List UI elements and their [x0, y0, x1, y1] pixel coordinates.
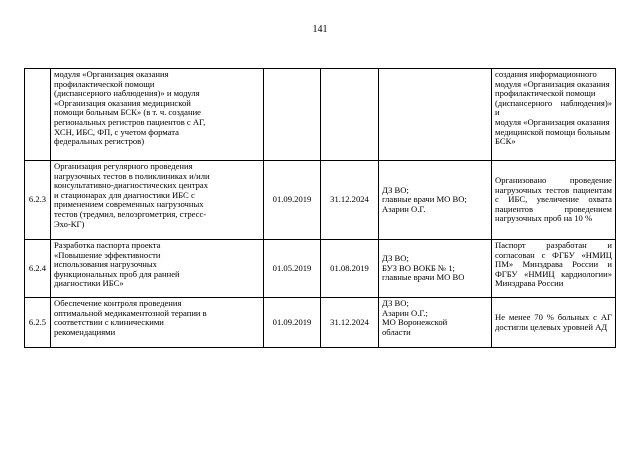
end-date-cell: 01.08.2019	[321, 240, 379, 298]
row-number	[25, 69, 51, 161]
table-row	[25, 298, 616, 348]
activity-cell: модуля «Организация оказания профилактической помощи (диспансерного наблюдения)» и модуля «Организация оказания медицинской помощи больным БСК» (в т. ч. создание региональных регистров пациентов с АГ, ХСН, ИБС, ФП, с учетом формата федеральных регистров)	[51, 69, 264, 161]
row-number: 6.2.4	[25, 240, 51, 298]
responsible-cell	[379, 69, 492, 161]
row-number: 6.2.5	[25, 298, 51, 348]
table-row	[25, 69, 616, 161]
start-date-cell	[264, 69, 321, 161]
result-cell: Паспорт разработан и согласован с ФГБУ «НМИЦ ПМ» Минздрава России и ФГБУ «НМИЦ кардиологии» Минздрава России	[492, 240, 616, 298]
start-date-cell: 01.09.2019	[264, 298, 321, 348]
activity-cell: Организация регулярного проведения нагрузочных тестов в поликлиниках и/или консультативно-диагностических центрах и стационарах для диагностики ИБС с применением современных нагрузочных тестов (тредмил, велоэргометрия, стресс- Эхо-КГ)	[51, 161, 264, 240]
result-cell: Не менее 70 % больных с АГ достигли целевых уровней АД	[492, 298, 616, 348]
start-date-cell: 01.09.2019	[264, 161, 321, 240]
activity-cell: Разработка паспорта проекта «Повышение эффективности использования нагрузочных функциональных проб для ранней диагностики ИБС»	[51, 240, 264, 298]
page-number: 141	[312, 24, 328, 35]
table-row	[25, 161, 616, 240]
end-date-cell: 31.12.2024	[321, 298, 379, 348]
table-row	[25, 240, 616, 298]
responsible-cell: ДЗ ВО; БУЗ ВО ВОКБ № 1; главные врачи МО ВО	[379, 240, 492, 298]
result-cell: Организовано проведение нагрузочных тестов пациентам с ИБС, увеличение охвата пациентов проведением нагрузочных проб на 10 %	[492, 161, 616, 240]
responsible-cell: ДЗ ВО; главные врачи МО ВО; Азарин О.Г.	[379, 161, 492, 240]
activity-cell: Обеспечение контроля проведения оптимальной медикаментозной терапии в соответствии с клиническими рекомендациями	[51, 298, 264, 348]
measures-table	[24, 68, 616, 348]
responsible-cell: ДЗ ВО; Азарин О.Г.; МО Воронежской области	[379, 298, 492, 348]
row-number: 6.2.3	[25, 161, 51, 240]
end-date-cell	[321, 69, 379, 161]
start-date-cell: 01.05.2019	[264, 240, 321, 298]
result-cell: создания информационного модуля «Организация оказания профилактической помощи (диспансерного наблюдения)» и модуля «Организация оказания медицинской помощи больным БСК»	[492, 69, 616, 161]
end-date-cell: 31.12.2024	[321, 161, 379, 240]
